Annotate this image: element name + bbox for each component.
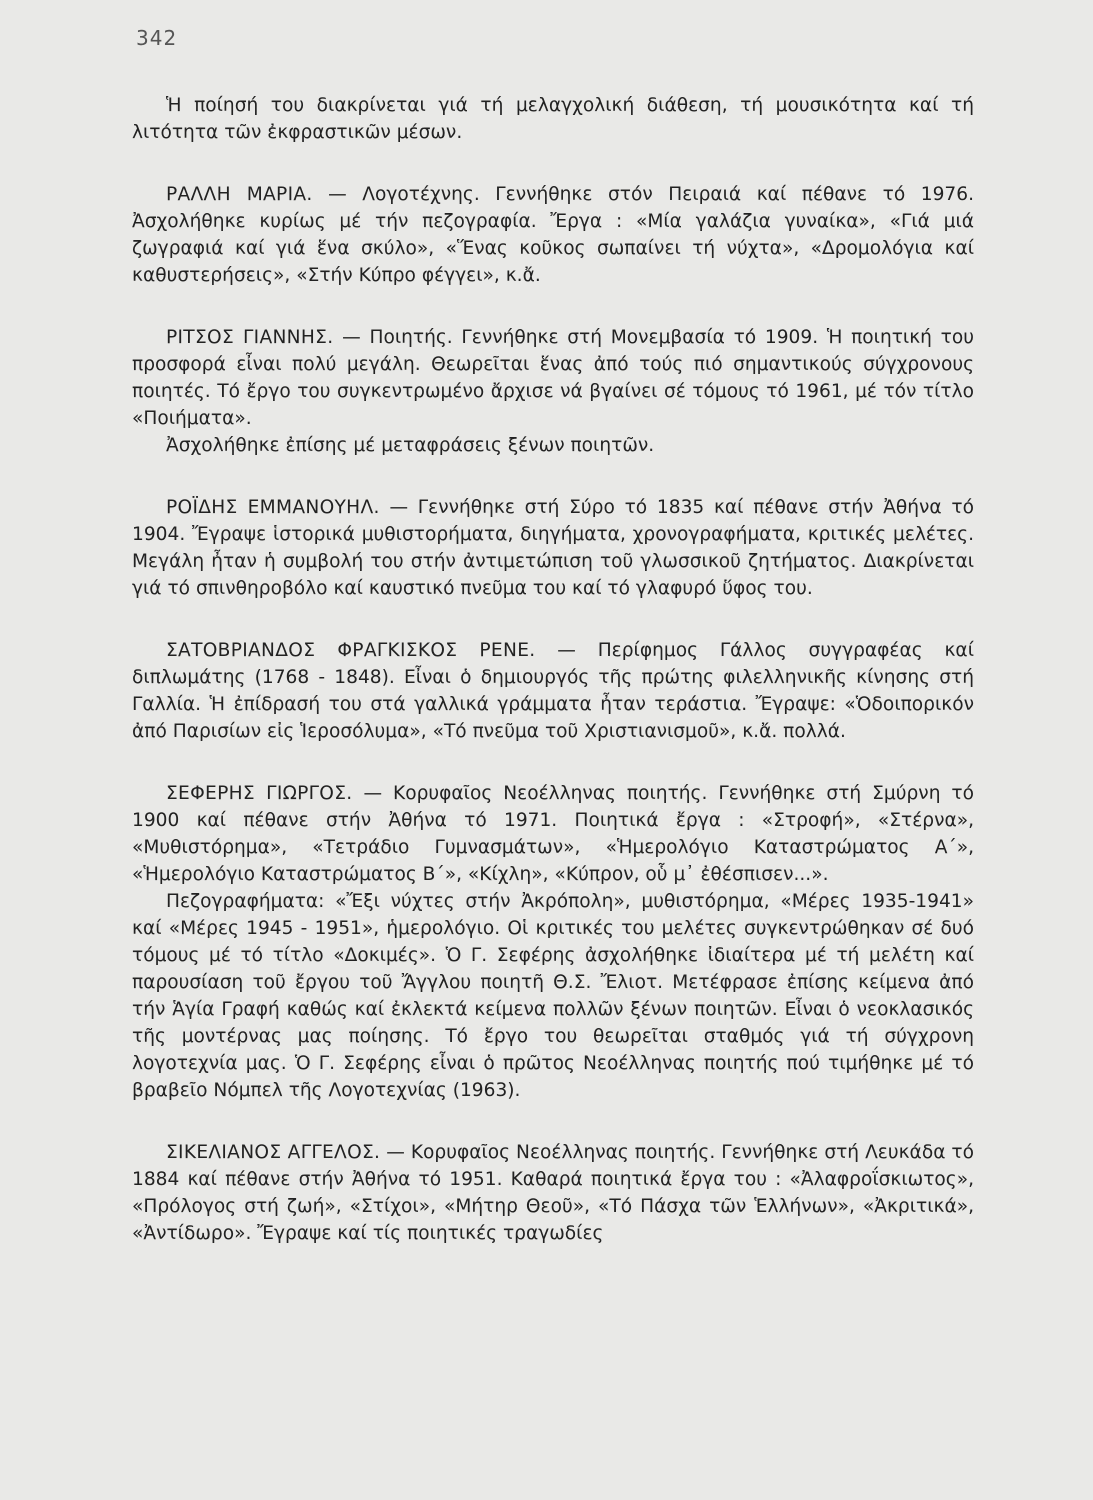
- entry-heading: ΣΑΤΟΒΡΙΑΝΔΟΣ ΦΡΑΓΚΙΣΚΟΣ ΡΕΝΕ.: [166, 640, 536, 661]
- entry-continuation: Ἀσχολήθηκε ἐπίσης μέ μεταφράσεις ξένων ποιητῶν.: [166, 435, 655, 456]
- entry-text: — Περίφημος Γάλλος συγγραφέας καί διπλωμάτης (1768 - 1848). Εἶναι ὁ δημιουργός τῆς πρώτης φιλελληνικῆς κίνησης στή Γαλλία. Ἡ ἐπίδρασή του στά γαλλικά γράμματα ἦταν τεράστια. Ἔγραψε: «Ὁδοιπορικόν ἀπό Παρισίων εἰς Ἱεροσόλυμα», «Τό πνεῦμα τοῦ Χριστιανισμοῦ», κ.ἄ. πολλά.: [132, 640, 974, 742]
- page-body: [132, 92, 974, 1247]
- entry-ritsos-giannis: [132, 324, 974, 432]
- entry-roidis-emmanouil: [132, 494, 974, 602]
- entry-text: — Λογοτέχνης. Γεννήθηκε στόν Πειραιά καί πέθανε τό 1976. Ἀσχολήθηκε κυρίως μέ τήν πεζογραφία. Ἔργα : «Μία γαλάζια γυναίκα», «Γιά μιά ζωγραφιά καί γιά ἕνα σκύλο», «Ἕνας κοῦκος σωπαίνει τή νύχτα», «Δρομολόγια καί καθυστερήσεις», «Στήν Κύπρο φέγγει», κ.ἄ.: [132, 184, 974, 286]
- entry-ralli-maria: [132, 181, 974, 289]
- entry-sikelianos-angelos: [132, 1139, 974, 1247]
- entry-heading: ΣΙΚΕΛΙΑΝΟΣ ΑΓΓΕΛΟΣ.: [166, 1142, 381, 1163]
- page-number: 342: [136, 26, 178, 50]
- entry-text: — Κορυφαῖος Νεοέλληνας ποιητής. Γεννήθηκε στή Σμύρνη τό 1900 καί πέθανε στήν Ἀθήνα τό 1971. Ποιητικά ἔργα : «Στροφή», «Στέρνα», «Μυθιστόρημα», «Τετράδιο Γυμνασμάτων», «Ἡμερολόγιο Καταστρώματος Α΄», «Ἡμερολόγιο Καταστρώματος Β΄», «Κίχλη», «Κύπρον, οὗ μ᾽ ἐθέσπισεν...».: [132, 783, 975, 885]
- entry-heading: ΡΑΛΛΗ ΜΑΡΙΑ.: [166, 184, 313, 205]
- entry-continuation: Πεζογραφήματα: «Ἔξι νύχτες στήν Ἀκρόπολη», μυθιστόρημα, «Μέρες 1935-1941» καί «Μέρες 1945 - 1951», ἡμερολόγιο. Οἱ κριτικές του μελέτες συγκεντρώθηκαν σέ δυό τόμους μέ τό τίτλο «Δοκιμές». Ὁ Γ. Σεφέρης ἀσχολήθηκε ἰδιαίτερα μέ τή μελέτη καί παρουσίαση τοῦ ἔργου τοῦ Ἄγγλου ποιητῆ Θ.Σ. Ἔλιοτ. Μετέφρασε ἐπίσης κείμενα ἀπό τήν Ἁγία Γραφή καθώς καί ἐκλεκτά κείμενα πολλῶν ξένων ποιητῶν. Εἶναι ὁ νεοκλασικός τῆς μοντέρνας μας ποίησης. Τό ἔργο του θεωρεῖται σταθμός γιά τή σύγχρονη λογοτεχνία μας. Ὁ Γ. Σεφέρης εἶναι ὁ πρῶτος Νεοέλληνας ποιητής πού τιμήθηκε μέ τό βραβεῖο Νόμπελ τῆς Λογοτεχνίας (1963).: [132, 891, 974, 1101]
- entry-text: — Ποιητής. Γεννήθηκε στή Μονεμβασία τό 1909. Ἡ ποιητική του προσφορά εἶναι πολύ μεγάλη. Θεωρεῖται ἕνας ἀπό τούς πιό σημαντικούς σύγχρονους ποιητές. Τό ἔργο του συγκεντρωμένο ἄρχισε νά βγαίνει σέ τόμους τό 1961, μέ τόν τίτλο «Ποιήματα».: [132, 327, 975, 429]
- entry-satovriandos: [132, 637, 974, 745]
- entry-heading: ΡΙΤΣΟΣ ΓΙΑΝΝΗΣ.: [166, 327, 334, 348]
- entry-heading: ΡΟΪΔΗΣ ΕΜΜΑΝΟΥΗΛ.: [166, 497, 380, 518]
- entry-seferis-giorgos: [132, 780, 974, 888]
- intro-paragraph: Ἡ ποίησή του διακρίνεται γιά τή μελαγχολική διάθεση, τή μουσικότητα καί τή λιτότητα τῶν ἐκφραστικῶν μέσων.: [132, 95, 974, 143]
- entry-text: — Κορυφαῖος Νεοέλληνας ποιητής. Γεννήθηκε στή Λευκάδα τό 1884 καί πέθανε στήν Ἀθήνα τό 1951. Καθαρά ποιητικά ἔργα του : «Ἀλαφροΐσκιωτος», «Πρόλογος στή ζωή», «Στίχοι», «Μήτηρ Θεοῦ», «Τό Πάσχα τῶν Ἑλλήνων», «Ἀκριτικά», «Ἀντίδωρο». Ἔγραψε καί τίς ποιητικές τραγωδίες: [132, 1142, 975, 1244]
- entry-heading: ΣΕΦΕΡΗΣ ΓΙΩΡΓΟΣ.: [166, 783, 353, 804]
- entry-text: — Γεννήθηκε στή Σύρο τό 1835 καί πέθανε στήν Ἀθήνα τό 1904. Ἔγραψε ἱστορικά μυθιστορήματα, διηγήματα, χρονογραφήματα, κριτικές μελέτες. Μεγάλη ἦταν ἡ συμβολή του στήν ἀντιμετώπιση τοῦ γλωσσικοῦ ζητήματος. Διακρίνεται γιά τό σπινθηροβόλο καί καυστικό πνεῦμα του καί τό γλαφυρό ὕφος του.: [132, 497, 975, 599]
